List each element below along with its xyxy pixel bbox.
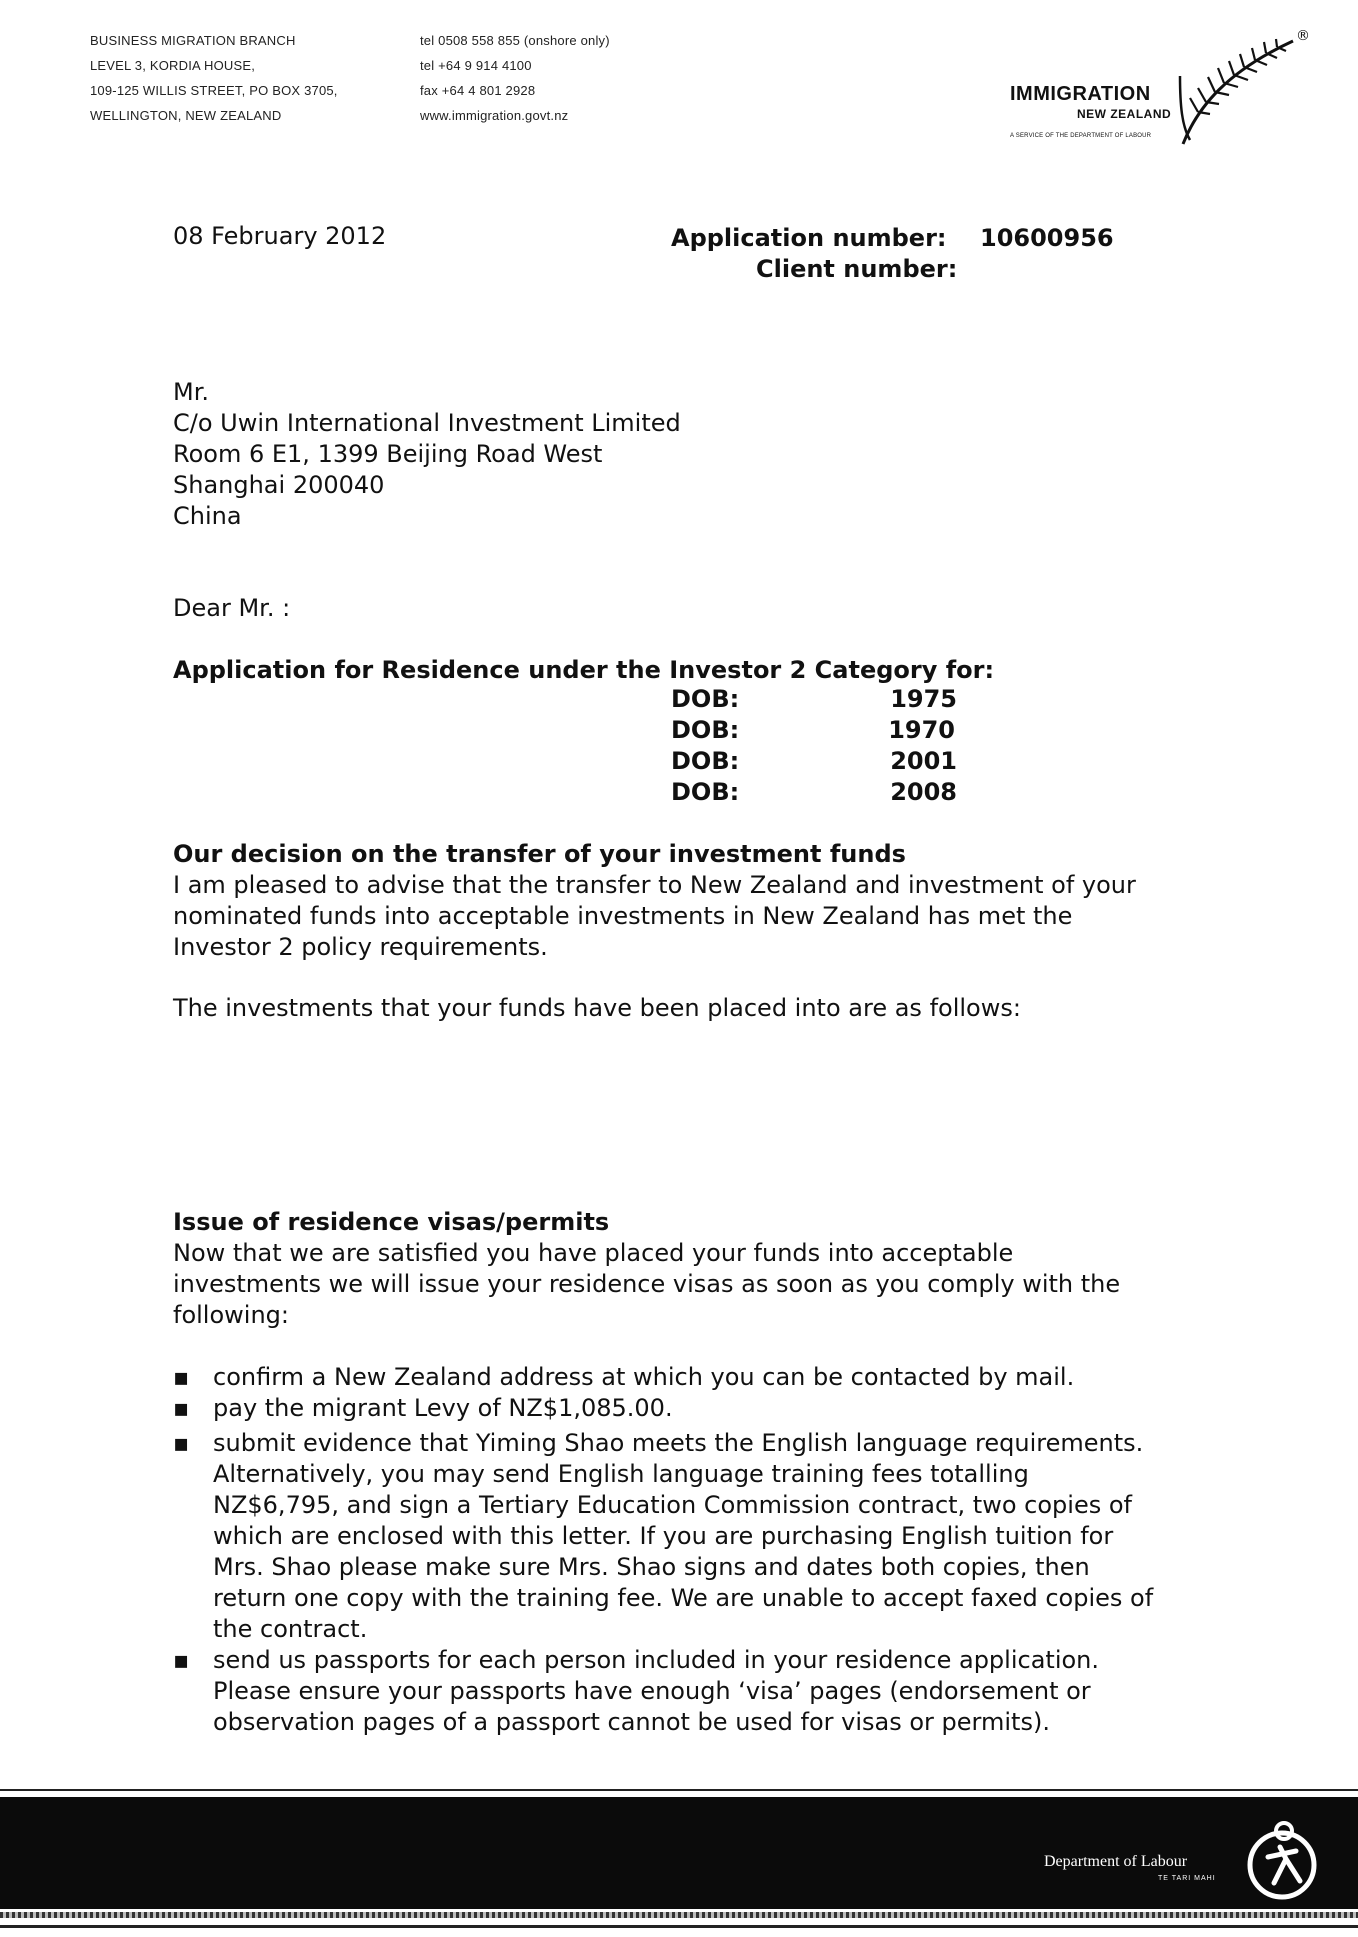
registered-mark: ® — [1296, 28, 1310, 44]
bullet-icon: ▪ — [173, 1363, 190, 1391]
letter-date: 08 February 2012 — [173, 222, 387, 250]
list-line: pay the migrant Levy of NZ$1,085.00. — [213, 1394, 673, 1422]
application-number-label: Application number: — [671, 224, 947, 252]
list-line: observation pages of a passport cannot be used for visas or permits). — [213, 1708, 1050, 1736]
immigration-nz-logo — [1000, 28, 1320, 158]
salutation: Dear Mr. : — [173, 594, 291, 622]
investments-intro: The investments that your funds have been placed into are as follows: — [173, 994, 1021, 1022]
list-line: confirm a New Zealand address at which you can be contacted by mail. — [213, 1363, 1075, 1391]
list-line: send us passports for each person included in your residence application. — [213, 1646, 1100, 1674]
footer-department-sub: TE TARI MAHI — [1158, 1875, 1216, 1882]
address-line: Mr. — [173, 378, 209, 406]
dob-row — [671, 684, 961, 715]
paragraph-line: following: — [173, 1301, 289, 1329]
list-line: the contract. — [213, 1615, 368, 1643]
issue-heading: Issue of residence visas/permits — [173, 1208, 610, 1236]
requirements-list — [173, 1362, 1293, 1738]
address-line: BUSINESS MIGRATION BRANCH — [90, 33, 296, 48]
recipient-address — [173, 377, 681, 532]
dob-row — [671, 777, 961, 808]
logo-subtitle: NEW ZEALAND — [1077, 107, 1172, 121]
address-line: LEVEL 3, KORDIA HOUSE, — [90, 58, 256, 73]
subject-line: Application for Residence under the Investor 2 Category for: — [173, 656, 995, 684]
dob-label: DOB: — [671, 747, 740, 775]
list-line: Alternatively, you may send English language training fees totalling — [213, 1460, 1029, 1488]
decision-paragraph — [173, 870, 1136, 963]
paragraph-line: Investor 2 policy requirements. — [173, 933, 548, 961]
decision-heading: Our decision on the transfer of your investment funds — [173, 840, 906, 868]
footer-bottom-line — [0, 1925, 1358, 1928]
logo-title: IMMIGRATION — [1010, 83, 1151, 105]
footer-rule — [0, 1789, 1358, 1791]
dob-year: 1970 — [888, 716, 955, 744]
address-line: 109-125 WILLIS STREET, PO BOX 3705, — [90, 83, 338, 98]
list-line: NZ$6,795, and sign a Tertiary Education Commission contract, two copies of — [213, 1491, 1132, 1519]
list-item — [173, 1428, 1293, 1645]
list-item — [173, 1362, 1293, 1393]
office-contacts — [420, 28, 610, 128]
address-line: Shanghai 200040 — [173, 471, 385, 499]
silver-fern-icon — [1178, 36, 1298, 146]
address-line: WELLINGTON, NEW ZEALAND — [90, 108, 282, 123]
dob-label: DOB: — [671, 716, 740, 744]
dob-year: 2001 — [890, 747, 957, 775]
dob-list — [671, 684, 961, 808]
list-line: return one copy with the training fee. We are unable to accept faxed copies of — [213, 1584, 1154, 1612]
list-line: Mrs. Shao please make sure Mrs. Shao signs and dates both copies, then — [213, 1553, 1090, 1581]
dob-year: 1975 — [890, 685, 957, 713]
contact-phone: tel +64 9 914 4100 — [420, 58, 532, 73]
contact-website: www.immigration.govt.nz — [420, 108, 569, 123]
issue-paragraph — [173, 1238, 1120, 1331]
dob-row — [671, 746, 961, 777]
dob-year: 2008 — [890, 778, 957, 806]
office-address — [90, 28, 338, 128]
list-line: which are enclosed with this letter. If you are purchasing English tuition for — [213, 1522, 1114, 1550]
dob-row — [671, 715, 961, 746]
bullet-icon: ▪ — [173, 1646, 190, 1674]
application-number: 10600956 — [980, 224, 1114, 252]
address-line: Room 6 E1, 1399 Beijing Road West — [173, 440, 603, 468]
dob-label: DOB: — [671, 685, 740, 713]
address-line: C/o Uwin International Investment Limited — [173, 409, 681, 437]
paragraph-line: I am pleased to advise that the transfer to New Zealand and investment of your — [173, 871, 1136, 899]
list-item — [173, 1393, 1293, 1424]
dob-label: DOB: — [671, 778, 740, 806]
paragraph-line: Now that we are satisfied you have placed your funds into acceptable — [173, 1239, 1014, 1267]
paragraph-line: investments we will issue your residence visas as soon as you comply with the — [173, 1270, 1121, 1298]
department-of-labour-logo-icon — [1240, 1817, 1324, 1901]
list-line: submit evidence that Yiming Shao meets the English language requirements. — [213, 1429, 1144, 1457]
contact-fax: fax +64 4 801 2928 — [420, 83, 536, 98]
logo-tagline: A SERVICE OF THE DEPARTMENT OF LABOUR — [1010, 133, 1152, 139]
paragraph-line: nominated funds into acceptable investments in New Zealand has met the — [173, 902, 1073, 930]
footer-bottom-rule — [0, 1912, 1358, 1918]
bullet-icon: ▪ — [173, 1394, 190, 1422]
contact-phone-onshore: tel 0508 558 855 (onshore only) — [420, 33, 610, 48]
address-line: China — [173, 502, 242, 530]
list-line: Please ensure your passports have enough ‘visa’ pages (endorsement or — [213, 1677, 1091, 1705]
bullet-icon: ▪ — [173, 1429, 190, 1457]
footer-department: Department of Labour — [1044, 1853, 1188, 1870]
footer-band — [0, 1797, 1358, 1909]
list-item — [173, 1645, 1293, 1738]
client-number-label: Client number: — [756, 255, 958, 283]
